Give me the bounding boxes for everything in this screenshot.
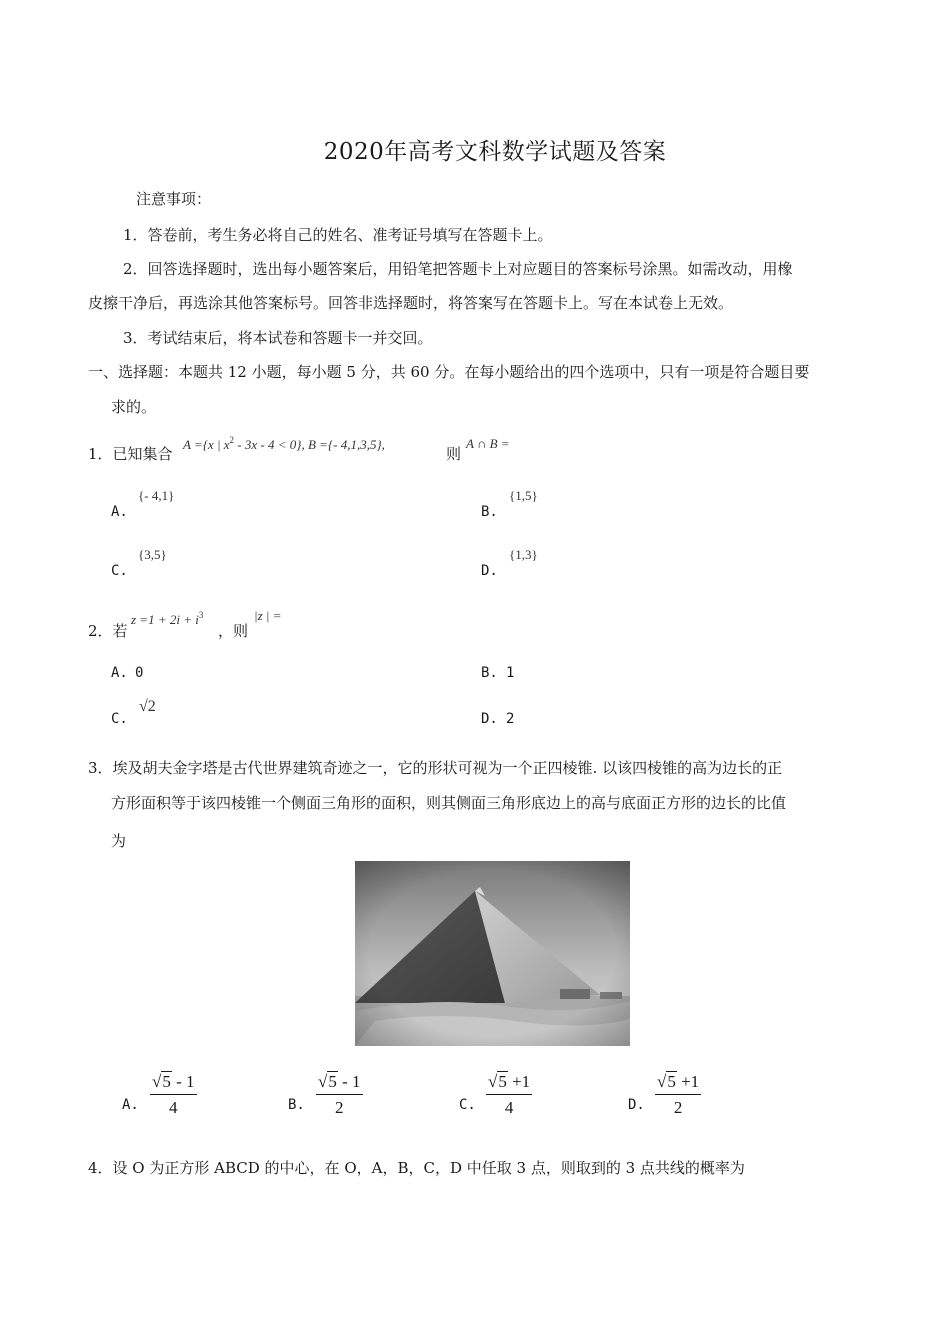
q1-set-a: A ={x | x (183, 437, 230, 452)
q3-option-a-num: - 1 (171, 1072, 195, 1091)
q3-text-line-1: 3．埃及胡夫金字塔是古代世界建筑奇迹之一，它的形状可视为一个正四棱锥. 以该四棱锥的高为边长的正 (88, 759, 783, 777)
q1-option-a-label: A. (111, 504, 128, 520)
q3-option-b-fraction: $\frac{√5 - 1}{2}$ (318, 1072, 361, 1117)
section-1-heading: 一、选择题：本题共 12 小题，每小题 5 分，共 60 分。在每小题给出的四个选项中，只有一项是符合题目要 (88, 363, 810, 381)
q3-option-d-radicand: 5 (667, 1072, 676, 1091)
q3-option-d-fraction: $\frac{√5 +1}{2}$ (657, 1072, 700, 1117)
q2-option-a-value: 0 (135, 665, 144, 681)
q1-option-b-label: B. (481, 504, 498, 520)
q2-option-d-value: 2 (506, 711, 515, 727)
q3-option-c-fraction: $\frac{√5 +1}{4}$ (488, 1072, 531, 1117)
q3-option-a-radicand: 5 (162, 1072, 171, 1091)
q1-prefix: 1．已知集合 (88, 445, 173, 463)
q1-option-c-value: {3,5} (138, 547, 167, 562)
q4-text: 4．设 O 为正方形 ABCD 的中心，在 O，A，B，C，D 中任取 3 点，则取到的 3 点共线的概率为 (88, 1159, 745, 1177)
q3-option-a-label: A. (122, 1097, 139, 1113)
q3-option-b-num: - 1 (337, 1072, 361, 1091)
q3-option-d-num: +1 (676, 1072, 700, 1091)
q3-option-c-label: C. (459, 1097, 476, 1113)
q3-text-line-3: 为 (111, 832, 127, 850)
notes-item-2-line-2: 皮擦干净后，再选涂其他答案标号。回答非选择题时，将答案写在答题卡上。写在本试卷上无效。 (88, 294, 734, 312)
q1-set-expression (183, 434, 385, 453)
q3-option-d-den: 2 (673, 1098, 683, 1117)
q3-option-c-num: +1 (507, 1072, 531, 1091)
q3-option-c-radicand: 5 (498, 1072, 507, 1091)
q2-expr: z =1 + 2i + i (131, 612, 199, 627)
section-1-heading-cont: 求的。 (111, 398, 157, 416)
pyramid-photo (355, 861, 630, 1046)
q2-option-b-label: B. (481, 665, 498, 681)
q2-question: |z | = (254, 608, 282, 623)
q1-option-a-value: {- 4,1} (138, 488, 175, 503)
q3-text-line-2: 方形面积等于该四棱锥一个侧面三角形的面积，则其侧面三角形底边上的高与底面正方形的边长的比值 (111, 794, 787, 812)
q2-then: ，则 (218, 622, 249, 640)
q1-exponent: 2 (229, 435, 235, 445)
q2-exponent: 3 (198, 610, 204, 620)
q2-option-d-label: D. (481, 711, 498, 727)
q2-option-c-label: C. (111, 711, 128, 727)
q1-option-d-value: {1,3} (509, 547, 538, 562)
q1-option-d-label: D. (481, 563, 498, 579)
q3-option-b-label: B. (288, 1097, 305, 1113)
q2-expression (131, 609, 203, 628)
notes-item-3: 3．考试结束后，将本试卷和答题卡一并交回。 (123, 329, 433, 347)
q3-option-a-fraction: $\frac{√5 - 1}{4}$ (152, 1072, 195, 1117)
q3-option-b-den: 2 (335, 1098, 344, 1117)
q1-set-rest: - 3x - 4 < 0}, B ={- 4,1,3,5}, (234, 437, 385, 452)
q1-question: A ∩ B = (466, 436, 510, 451)
notes-item-2-line-1: 2．回答选择题时，选出每小题答案后，用铅笔把答题卡上对应题目的答案标号涂黑。如需改动，用橡 (123, 260, 793, 278)
q1-option-b-value: {1,5} (509, 488, 538, 503)
q3-option-a-den: 4 (169, 1098, 178, 1117)
q2-option-c-value: √2 (139, 698, 156, 715)
q2-option-b-value: 1 (506, 665, 515, 681)
q3-option-c-den: 4 (504, 1098, 514, 1117)
q3-option-d-label: D. (628, 1097, 645, 1113)
q1-option-c-label: C. (111, 563, 128, 579)
page-title: 2020年高考文科数学试题及答案 (323, 139, 667, 165)
q1-then: 则 (446, 445, 462, 463)
q2-option-a-label: A. (111, 665, 128, 681)
notes-item-1: 1．答卷前，考生务必将自己的姓名、准考证号填写在答题卡上。 (123, 226, 553, 244)
notes-heading: 注意事项： (136, 190, 212, 208)
q2-prefix: 2．若 (88, 622, 128, 640)
q3-option-b-radicand: 5 (328, 1072, 337, 1091)
